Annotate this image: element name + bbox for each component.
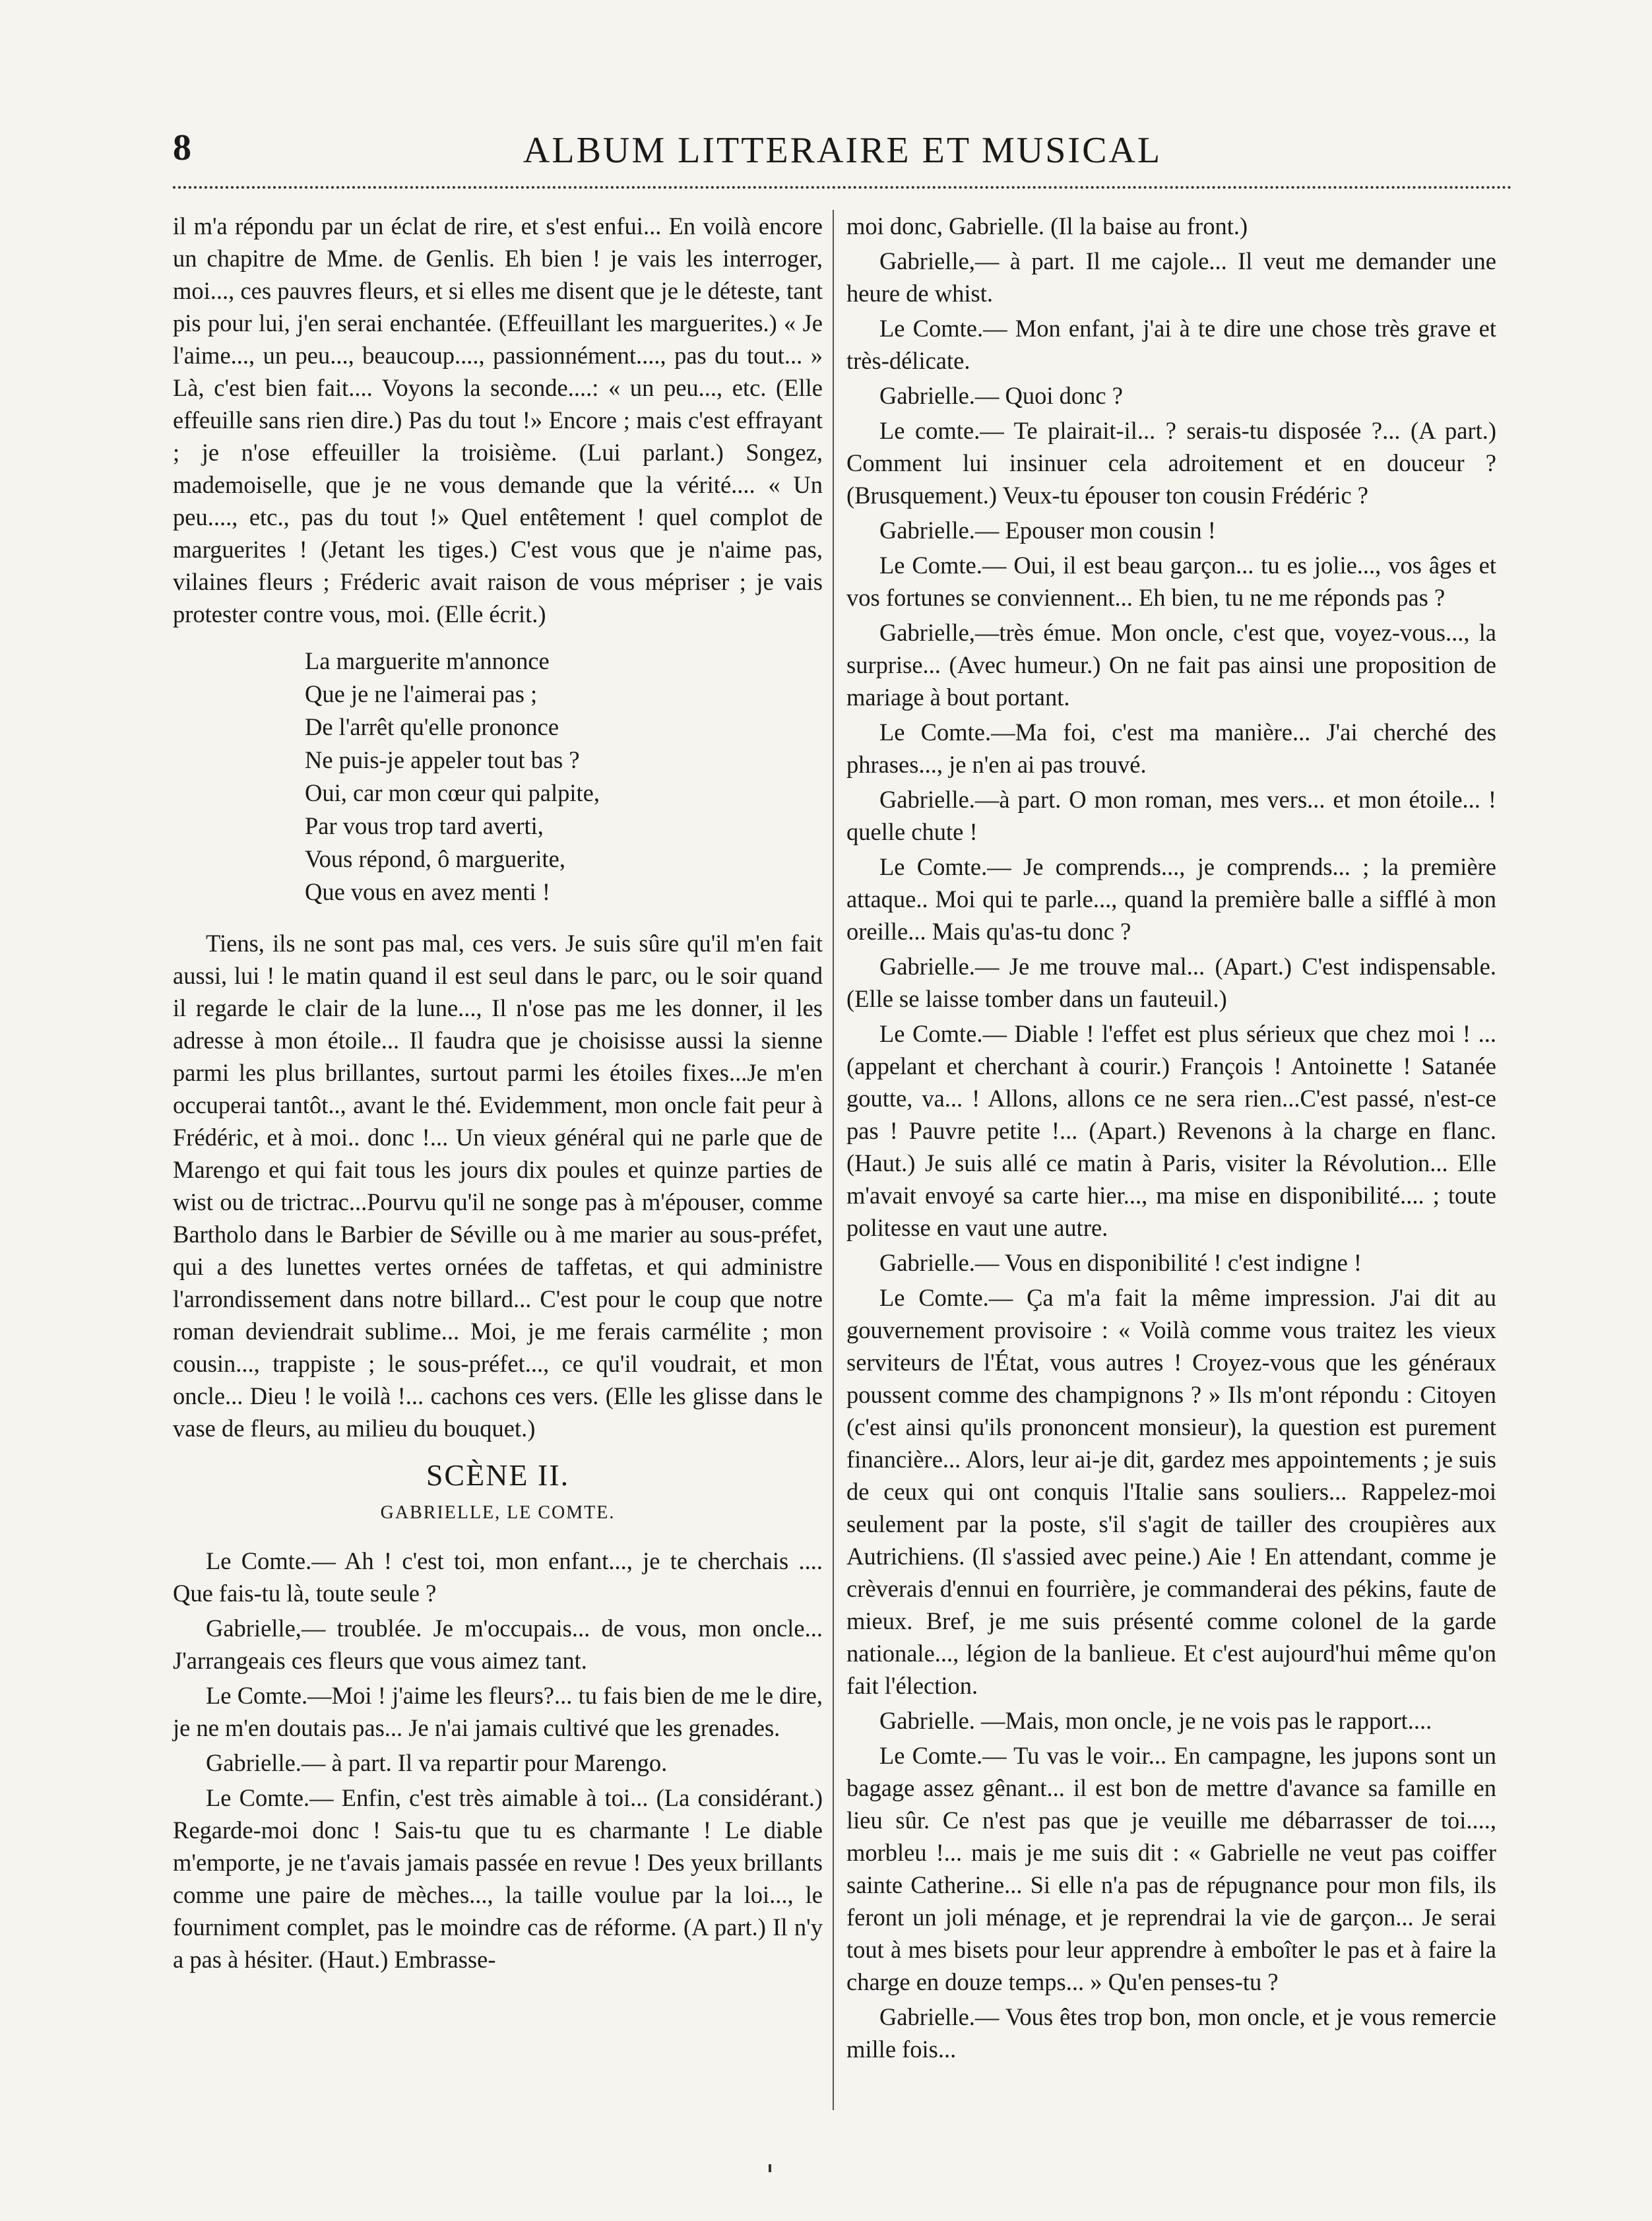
page-header <box>173 127 1512 173</box>
scene-characters: GABRIELLE, LE COMTE. <box>380 1502 616 1523</box>
dialogue-line: Le comte.— Te plairait-il... ? serais-tu disposée ?... (A part.) Comment lui insinuer cela adroitement et en douceur ? (Brusquement.) Veux-tu épouser ton cousin Frédéric ? <box>846 417 1496 509</box>
dialogue-line: Le Comte.— Je comprends..., je comprends... ; la première attaque.. Moi qui te parle..., quand la première balle a sifflé à mon oreille... Mais qu'as-tu donc ? <box>846 853 1496 945</box>
header-rule <box>173 179 1512 189</box>
poem-line: Oui, car mon cœur qui palpite, <box>305 779 600 806</box>
dialogue-line: Le Comte.—Moi ! j'aime les fleurs?... tu fais bien de me le dire, je ne m'en doutais pas... Je n'ai jamais cultivé que les grenades. <box>173 1682 823 1741</box>
poem-line: Ne puis-je appeler tout bas ? <box>305 746 580 773</box>
dialogue-line: Gabrielle.—à part. O mon roman, mes vers... et mon étoile... ! quelle chute ! <box>846 786 1496 845</box>
dialogue-line: Gabrielle,— à part. Il me cajole... Il veut me demander une heure de whist. <box>846 247 1496 307</box>
dialogue-line: Le Comte.— Ah ! c'est toi, mon enfant..., je te cherchais .... Que fais-tu là, toute seule ? <box>173 1547 823 1607</box>
dialogue-line: Gabrielle.— Epouser mon cousin ! <box>879 517 1216 544</box>
poem-line: Par vous trop tard averti, <box>305 812 544 839</box>
dialogue-line: Le Comte.— Tu vas le voir... En campagne, les jupons sont un bagage assez gênant... il est bon de mettre d'avance sa famille en lieu sûr. Ce n'est pas que je veuille me débarrasser de toi...., morbleu !... mais je me suis dit : « Gabrielle ne veut pas coiffer sainte Catherine... Si elle n'a pas de répugnance pour mon fils, ils feront un joli ménage, et je reprendrai la vie de garçon... Je serai tout à mes bisets pour leur apprendre à emboîter le pas et à faire la charge en douze temps... » Qu'en penses-tu ? <box>846 1742 1496 1995</box>
dialogue-line: Le Comte.— Ça m'a fait la même impression. J'ai dit au gouvernement provisoire : « Voilà comme vous traitez les vieux serviteurs de l'État, vous autres ! Croyez-vous que les généraux poussent comme des champignons ? » Ils m'ont répondu : Citoyen (c'est ainsi qu'ils prononcent monsieur), la question est purement financière... Alors, leur ai-je dit, gardez mes appointements ; je suis de ceux qui ont conquis l'Italie sans souliers... Rappelez-moi seulement par la poste, s'il s'agit de tailler des croupières aux Autrichiens. (Il s'assied avec peine.) Aie ! En attendant, comme je crèverais d'ennui en fourrière, je commanderai des pékins, faute de mieux. Bref, je me suis présenté comme colonel de la garde nationale..., légion de la banlieue. Et c'est aujourd'hui même qu'on fait l'élection. <box>846 1284 1496 1699</box>
dialogue-line: Gabrielle.— Vous êtes trop bon, mon oncle, et je vous remercie mille fois... <box>846 2003 1496 2063</box>
monologue-paragraph: il m'a répondu par un éclat de rire, et s'est enfui... En voilà encore un chapitre de Mme. de Genlis. Eh bien ! je vais les interroger, moi..., ces pauvres fleurs, et si elles me disent que je le déteste, tant pis pour lui, j'en serai enchantée. (Effeuillant les marguerites.) « Je l'aime..., un peu..., beaucoup...., passionnément...., pas du tout... » Là, c'est bien fait.... Voyons la seconde....: « un peu..., etc. (Elle effeuille sans rien dire.) Pas du tout !» Encore ; mais c'est effrayant ; je n'ose effeuiller la troisième. (Lui parlant.) Songez, mademoiselle, que je ne vous demande que la vérité.... « Un peu...., etc., pas du tout !» Quel entêtement ! quel complot de marguerites ! (Jetant les tiges.) C'est vous que je n'aime pas, vilaines fleurs ; Fréderic avait raison de vous mépriser ; je vais protester contre vous, moi. (Elle écrit.) <box>173 212 823 628</box>
dialogue-line: moi donc, Gabrielle. (Il la baise au front.) <box>846 212 1248 240</box>
dialogue-line: Le Comte.— Diable ! l'effet est plus sérieux que chez moi ! ... (appelant et cherchant à courir.) François ! Antoinette ! Satanée goutte, va... ! Allons, allons ce ne sera rien...C'est passé, n'est-ce pas ! Pauvre petite !... (Apart.) Revenons à la charge en flanc. (Haut.) Je suis allé ce matin à Paris, visiter la Révolution... Elle m'avait envoyé sa carte hier..., ma mise en disponibilité.... ; toute politesse en vaut une autre. <box>846 1020 1496 1241</box>
dialogue-line: Le Comte.— Enfin, c'est très aimable à toi... (La considérant.) Regarde-moi donc ! Sais-tu que tu es charmante ! Le diable m'emporte, je ne t'avais jamais passée en revue ! Des yeux brillants comme une paire de mèches..., la taille voulue par la loi..., le fourniment complet, pas le moindre cas de réforme. (A part.) Il n'y a pas à hésiter. (Haut.) Embrasse- <box>173 1784 823 1973</box>
monologue-paragraph: Tiens, ils ne sont pas mal, ces vers. Je suis sûre qu'il m'en fait aussi, lui ! le matin quand il est seul dans le parc, ou le soir quand il regarde le clair de la lune..., Il n'ose pas me les donner, il les adresse à mon étoile... Il faudra que je choisisse aussi la sienne parmi les plus brillantes, surtout parmi les étoiles fixes...Je m'en occuperai tantôt.., avant le thé. Evidemment, mon oncle fait peur à Frédéric, et à moi.. donc !... Un vieux général qui ne parle que de Marengo et qui fait tous les jours dix poules et quinze parties de wist ou de trictrac...Pourvu qu'il ne songe pas à m'épouser, comme Bartholo dans le Barbier de Séville ou à me marier au sous-préfet, qui a des lunettes vertes ornées de taffetas, et qui administre l'arrondissement dans notre billard... C'est pour le coup que notre roman deviendrait sublime... Moi, je me ferais carmélite ; mon cousin..., trappiste ; le sous-préfet..., ce qu'il voudrait, et mon oncle... Dieu ! le voilà !... cachons ces vers. (Elle les glisse dans le vase de fleurs, au milieu du bouquet.) <box>173 930 823 1442</box>
dialogue-line: Gabrielle.— Quoi donc ? <box>879 382 1123 409</box>
column-divider <box>833 210 834 2110</box>
dialogue-line: Le Comte.—Ma foi, c'est ma manière... J'ai cherché des phrases..., je n'en ai pas trouvé. <box>846 719 1496 778</box>
poem-line: Que vous en avez menti ! <box>305 878 550 905</box>
dialogue-line: Gabrielle. —Mais, mon oncle, je ne vois pas le rapport.... <box>879 1707 1432 1734</box>
dialogue-line: Gabrielle,— troublée. Je m'occupais... de vous, mon oncle... J'arrangeais ces fleurs que vous aimez tant. <box>173 1615 823 1674</box>
poem-line: Que je ne l'aimerai pas ; <box>305 680 538 707</box>
page-number: 8 <box>173 127 191 168</box>
poem-line: Vous répond, ô marguerite, <box>305 845 566 872</box>
poem <box>305 645 823 909</box>
dialogue-line: Gabrielle.— Vous en disponibilité ! c'est indigne ! <box>879 1249 1362 1276</box>
footer-mark <box>769 2164 771 2172</box>
dialogue-line: Gabrielle.— à part. Il va repartir pour Marengo. <box>206 1749 668 1776</box>
dialogue-line: Le Comte.— Oui, il est beau garçon... tu es jolie..., vos âges et vos fortunes se conviennent... Eh bien, tu ne me réponds pas ? <box>846 552 1496 611</box>
dialogue-line: Le Comte.— Mon enfant, j'ai à te dire une chose très grave et très-délicate. <box>846 315 1496 374</box>
dialogue-line: Gabrielle.— Je me trouve mal... (Apart.) C'est indispensable. (Elle se laisse tomber dans un fauteuil.) <box>846 953 1496 1012</box>
right-column <box>846 210 1496 2068</box>
running-title: ALBUM LITTERAIRE ET MUSICAL <box>523 130 1162 171</box>
scene-title: SCÈNE II. <box>426 1458 570 1492</box>
poem-line: De l'arrêt qu'elle prononce <box>305 713 559 740</box>
left-column <box>173 210 823 1978</box>
poem-line: La marguerite m'annonce <box>305 647 550 674</box>
dialogue-line: Gabrielle,—très émue. Mon oncle, c'est que, voyez-vous..., la surprise... (Avec humeur.) On ne fait pas ainsi une proposition de mariage à bout portant. <box>846 619 1496 711</box>
